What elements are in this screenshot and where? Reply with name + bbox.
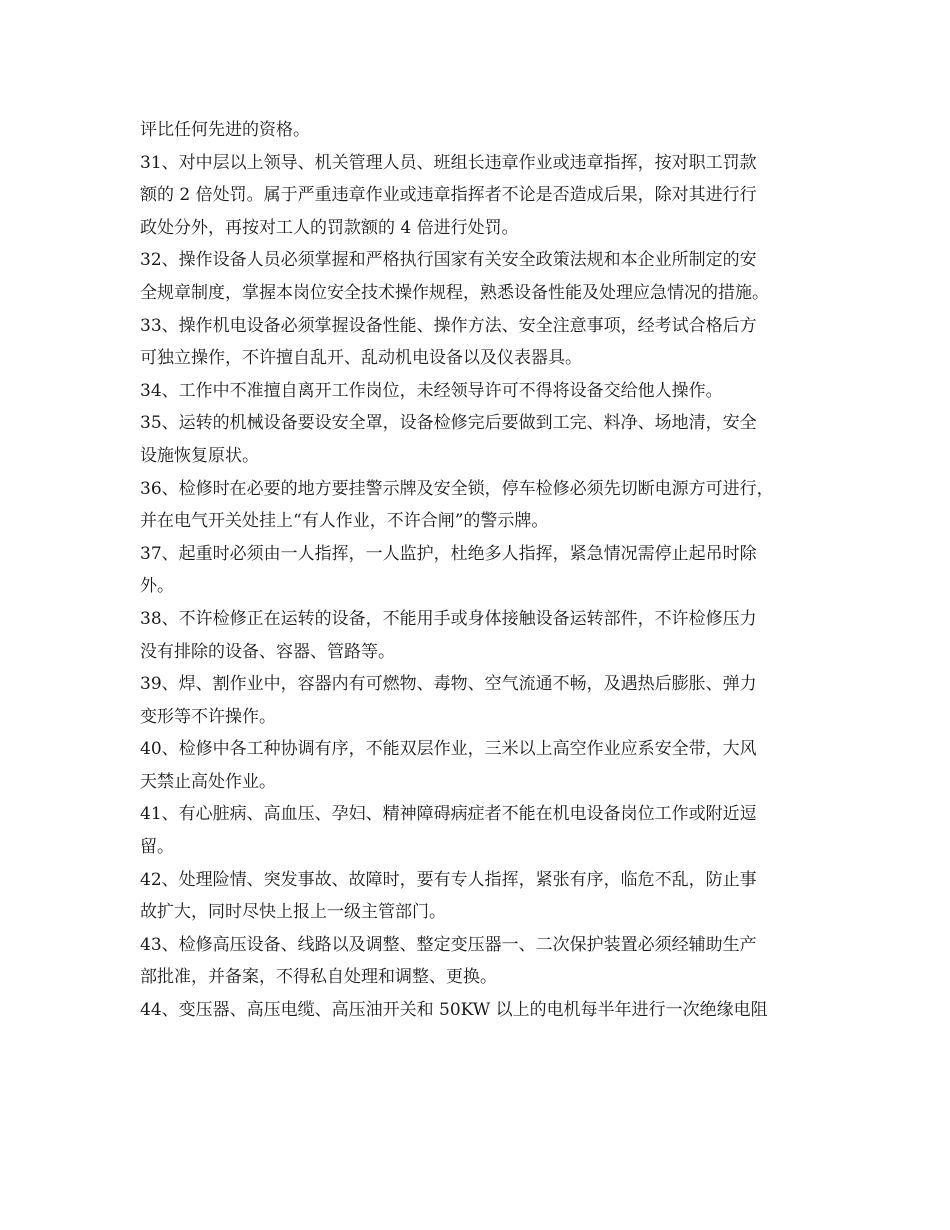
text-line: 设施恢复原状。 <box>140 445 259 466</box>
text-line: 36、检修时在必要的地方要挂警示牌及安全锁，停车检修必须先切断电源方可进行， <box>140 478 774 499</box>
text-line: 44、变压器、高压电缆、高压油开关和 50KW 以上的电机每半年进行一次绝缘电阻 <box>140 1000 768 1021</box>
text-line: 42、处理险情、突发事故、故障时，要有专人指挥，紧张有序，临危不乱，防止事 <box>140 869 757 890</box>
text-line: 变形等不许操作。 <box>140 706 276 727</box>
text-line: 额的 2 倍处罚。属于严重违章作业或违章指挥者不论是否造成后果，除对其进行行 <box>140 185 757 206</box>
text-line: 32、操作设备人员必须掌握和严格执行国家有关安全政策法规和本企业所制定的安 <box>140 250 757 271</box>
text-line: 39、焊、割作业中，容器内有可燃物、毒物、空气流通不畅，及遇热后膨胀、弹力 <box>140 674 757 695</box>
text-line: 没有排除的设备、容器、管路等。 <box>140 641 395 662</box>
text-line: 外。 <box>140 576 174 597</box>
text-line: 可独立操作，不许擅自乱开、乱动机电设备以及仪表器具。 <box>140 348 582 369</box>
text-line: 部批准，并备案，不得私自处理和调整、更换。 <box>140 967 497 988</box>
text-line: 政处分外，再按对工人的罚款额的 4 倍进行处罚。 <box>140 217 519 238</box>
text-line: 天禁止高处作业。 <box>140 771 276 792</box>
text-line: 41、有心脏病、高血压、孕妇、精神障碍病症者不能在机电设备岗位工作或附近逗 <box>140 804 757 825</box>
text-line: 评比任何先进的资格。 <box>140 120 310 140</box>
document-body <box>140 114 820 1027</box>
text-line: 37、起重时必须由一人指挥，一人监护，杜绝多人指挥，紧急情况需停止起吊时除 <box>140 543 757 564</box>
text-line: 34、工作中不准擅自离开工作岗位，未经领导许可不得将设备交给他人操作。 <box>140 380 723 401</box>
text-line: 31、对中层以上领导、机关管理人员、班组长违章作业或违章指挥，按对职工罚款 <box>140 152 757 173</box>
text-line: 35、运转的机械设备要设安全罩，设备检修完后要做到工完、料净、场地清，安全 <box>140 413 757 434</box>
text-line: 留。 <box>140 837 174 858</box>
text-line: 43、检修高压设备、线路以及调整、整定变压器一、二次保护装置必须经辅助生产 <box>140 934 757 955</box>
text-line: 38、不许检修正在运转的设备，不能用手或身体接触设备运转部件，不许检修压力 <box>140 608 757 629</box>
text-line: 全规章制度，掌握本岗位安全技术操作规程，熟悉设备性能及处理应急情况的措施。 <box>140 282 769 303</box>
text-line: 故扩大，同时尽快上报上一级主管部门。 <box>140 902 446 923</box>
text-line: 40、检修中各工种协调有序，不能双层作业，三米以上高空作业应系安全带，大风 <box>140 739 757 760</box>
text-line: 并在电气开关处挂上“有人作业，不许合闸”的警示牌。 <box>140 511 549 532</box>
text-line: 33、操作机电设备必须掌握设备性能、操作方法、安全注意事项，经考试合格后方 <box>140 315 757 336</box>
